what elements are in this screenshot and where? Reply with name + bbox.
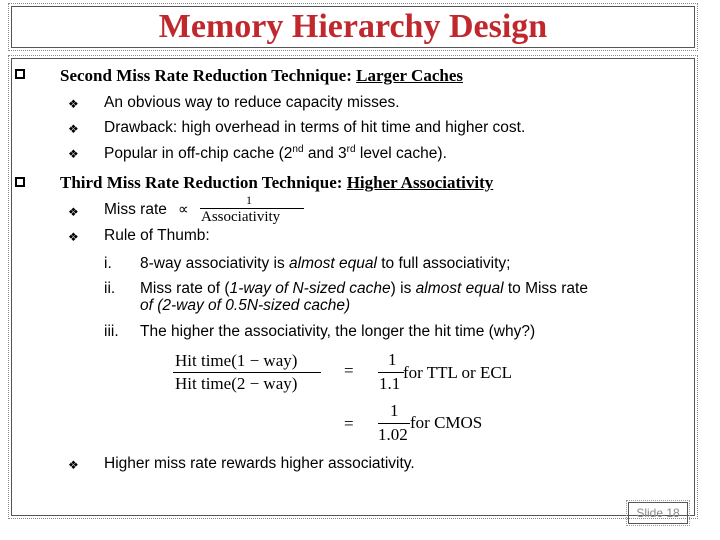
rule-text: The higher the associativity, the longer the hit time (why?) [140, 323, 536, 340]
equation-label-ttl-ecl: for TTL or ECL [403, 363, 513, 382]
diamond-bullet-icon: ❖ [68, 97, 79, 111]
equation-fraction-bar [173, 372, 321, 373]
bullet-text: Drawback: high overhead in terms of hit time and higher cost. [104, 119, 526, 136]
fraction-bar [378, 423, 410, 424]
text-run: Miss rate of ( [140, 280, 230, 297]
text-run: Popular in off-chip cache (2 [104, 145, 293, 163]
fraction-bar [378, 372, 404, 373]
italic-run: almost equal [415, 280, 504, 297]
text-run: to full associativity; [376, 255, 511, 272]
equation-denominator: Hit time(2 − way) [175, 374, 298, 393]
text-run: ) is [390, 280, 416, 297]
title-frame [11, 6, 695, 48]
equals-sign: = [344, 361, 354, 380]
rule-text [140, 280, 588, 298]
fraction-numerator: 1 [390, 401, 399, 420]
fraction-denominator: Associativity [201, 209, 281, 225]
text-run: 8-way associativity is [140, 255, 290, 272]
fraction-numerator: 1 [246, 193, 252, 207]
bullet-text: An obvious way to reduce capacity misses. [104, 94, 400, 111]
fraction-denominator: 1.1 [379, 374, 401, 393]
rule-text [140, 255, 510, 273]
diamond-bullet-icon: ❖ [68, 230, 79, 244]
bullet-text-popular [104, 144, 447, 163]
square-bullet-icon [15, 177, 25, 187]
diamond-bullet-icon: ❖ [68, 205, 79, 219]
fraction-numerator: 1 [388, 350, 397, 369]
equals-sign: = [344, 414, 354, 433]
rule-text-continued: of (2-way of 0.5N-sized cache) [140, 297, 351, 314]
heading-prefix: Third Miss Rate Reduction Technique: [60, 173, 347, 192]
proportional-symbol: ∝ [178, 202, 189, 218]
section-heading-larger-caches [60, 66, 463, 86]
section-heading-higher-associativity [60, 173, 493, 193]
heading-prefix: Second Miss Rate Reduction Technique: [60, 66, 357, 85]
text-run: to Miss rate [503, 280, 588, 297]
rule-number: i. [104, 255, 112, 272]
text-run: level cache). [355, 145, 447, 163]
slide-title: Memory Hierarchy Design [158, 8, 548, 45]
italic-run: 1-way of N-sized cache [229, 280, 391, 297]
italic-run: almost equal [289, 255, 377, 272]
heading-link: Higher Associativity [346, 173, 494, 192]
heading-link: Larger Caches [356, 66, 463, 85]
superscript: nd [292, 144, 304, 155]
fraction-denominator: 1.02 [378, 425, 408, 444]
text-run: and 3 [303, 145, 347, 163]
diamond-bullet-icon: ❖ [68, 122, 79, 136]
superscript: rd [346, 144, 356, 155]
miss-rate-label: Miss rate [104, 201, 167, 218]
equation-numerator: Hit time(1 − way) [175, 351, 298, 370]
slide-number: Slide 18 [628, 502, 688, 524]
rule-number: iii. [104, 323, 119, 340]
rule-of-thumb-label: Rule of Thumb: [104, 227, 210, 244]
bullet-text: Higher miss rate rewards higher associativity. [104, 455, 415, 472]
diamond-bullet-icon: ❖ [68, 458, 79, 472]
equation-label-cmos: for CMOS [410, 413, 483, 432]
diamond-bullet-icon: ❖ [68, 147, 79, 161]
square-bullet-icon [15, 69, 25, 79]
rule-number: ii. [104, 280, 116, 297]
